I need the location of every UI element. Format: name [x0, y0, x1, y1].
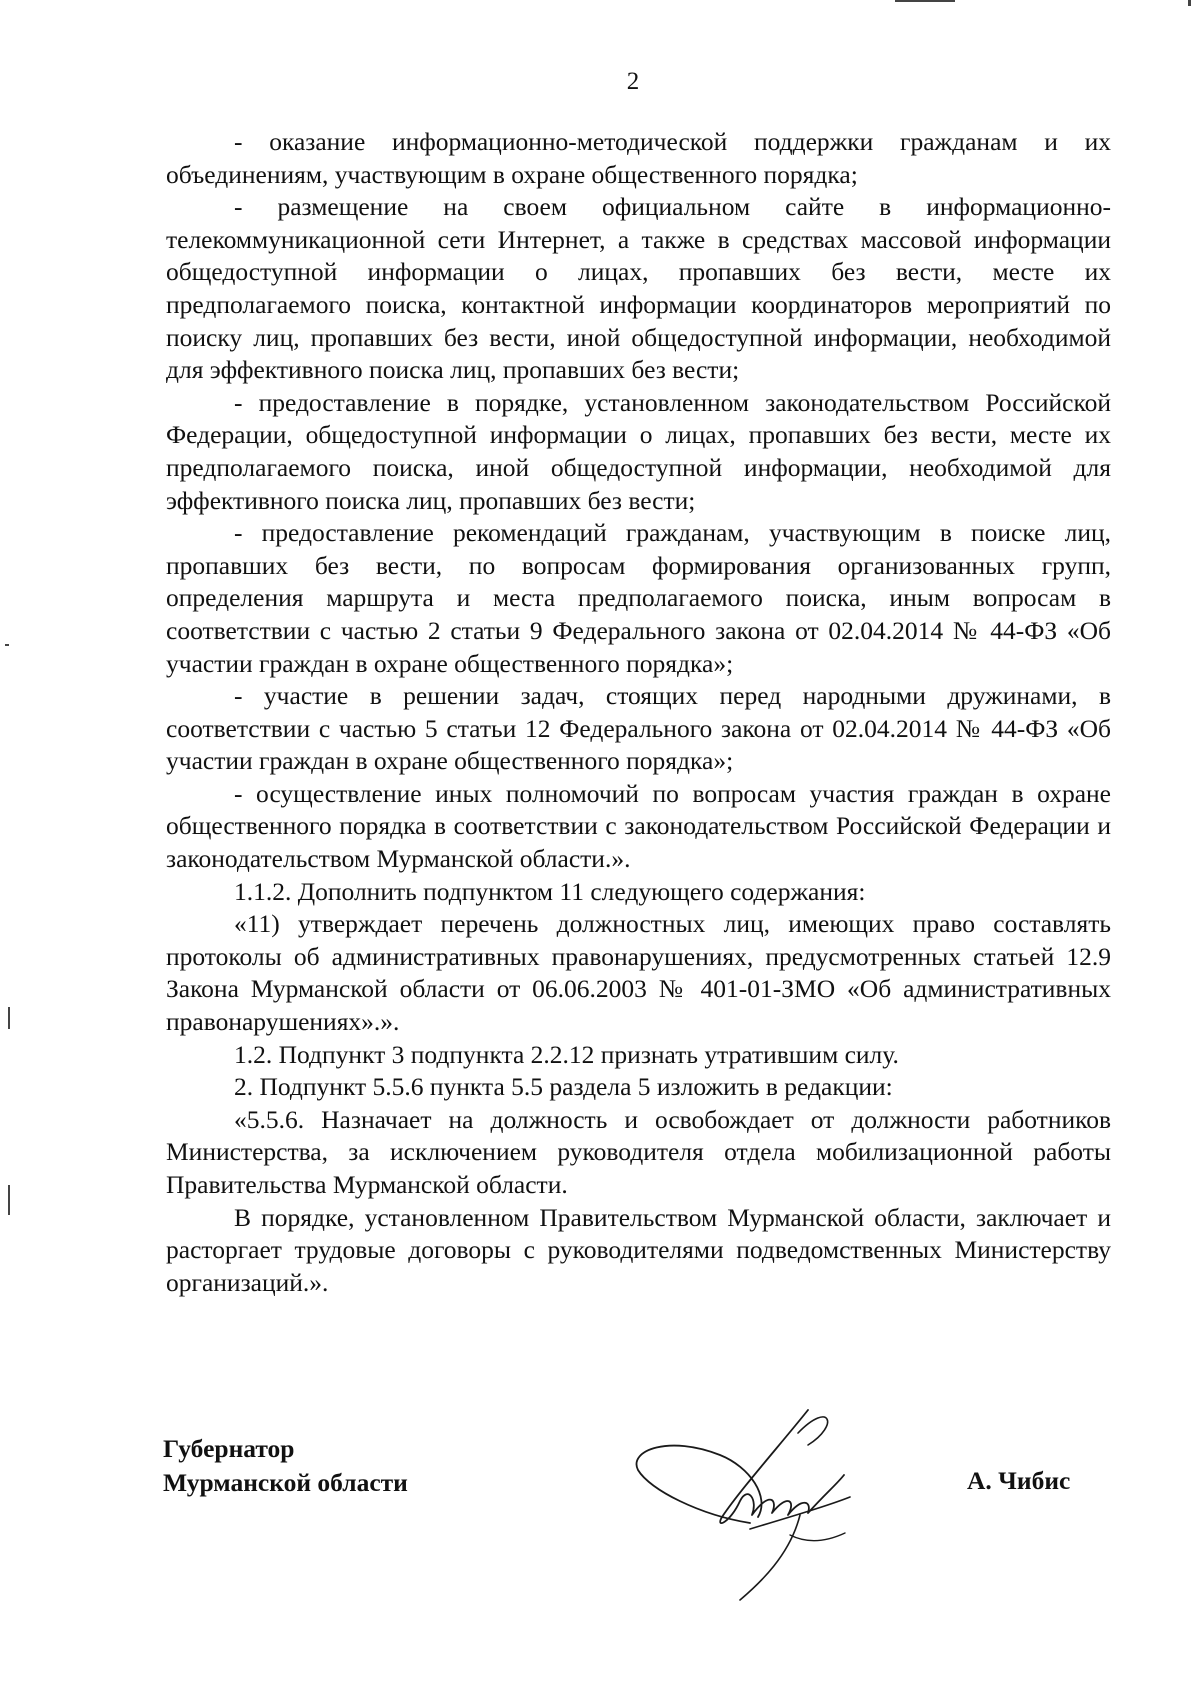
scan-edge-mark [1188, 0, 1191, 6]
scan-edge-mark [895, 0, 955, 2]
paragraph-website-publication: - размещение на своем официальном сайте в информационно-телекоммуникационной сети Интернет, а также в средствах массовой информации общедоступной информации о лицах, пропавших без вести, месте их предполагаемого поиска, контактной информации координаторов мероприятий по поиску лиц, пропавших без вести, иной общедоступной информации, необходимой для эффективного поиска лиц, пропавших без вести; [166, 192, 1111, 385]
page-number: 2 [626, 68, 640, 95]
paragraph-volunteer-squads: - участие в решении задач, стоящих перед народными дружинами, в соответствии с частью 5 статьи 12 Федерального закона от 02.04.2014 № 44-ФЗ «Об участии граждан в охране общественного порядка»; [166, 681, 1111, 776]
paragraph-1-1-2: 1.1.2. Дополнить подпунктом 11 следующего содержания: [234, 876, 866, 906]
paragraph-labor-contracts: В порядке, установленном Правительством Мурманской области, заключает и расторгает трудовые договоры с руководителями подведомственных Министерству организаций.». [166, 1202, 1111, 1297]
paragraph-recommendations: - предоставление рекомендаций гражданам, участвующим в поиске лиц, пропавших без вести, по вопросам формирования организованных групп, определения маршрута и места предполагаемого поиска, иным вопросам в соответствии с частью 2 статьи 9 Федерального закона от 02.04.2014 № 44-ФЗ «Об участии граждан в охране общественного порядка»; [166, 518, 1111, 678]
paragraph-info-provision: - предоставление в порядке, установленном законодательством Российской Федерации, общедоступной информации о лицах, пропавших без вести, месте их предполагаемого поиска, иной общедоступной информации, необходимой для эффективного поиска лиц, пропавших без вести; [166, 387, 1111, 515]
scan-edge-mark [8, 1185, 10, 1215]
document-body [166, 126, 1111, 1299]
paragraph-subitem-11: «11) утверждает перечень должностных лиц, имеющих право составлять протоколы об административных правонарушениях, предусмотренных статьей 12.9 Закона Мурманской области от 06.06.2003 № 401-01-ЗМО «Об административных правонарушениях».». [166, 909, 1111, 1037]
signatory-region: Мурманской области [163, 1468, 408, 1497]
paragraph-1-2: 1.2. Подпункт 3 подпункта 2.2.12 признать утратившим силу. [234, 1039, 899, 1069]
signatory-position [163, 1432, 408, 1500]
scan-edge-mark [8, 1007, 10, 1029]
signatory-title: Губернатор [163, 1434, 295, 1463]
paragraph-info-support: - оказание информационно-методической поддержки гражданам и их объединениям, участвующим в охране общественного порядка; [166, 127, 1111, 189]
handwritten-signature [630, 1405, 900, 1605]
paragraph-other-powers: - осуществление иных полномочий по вопросам участия граждан в охране общественного порядка в соответствии с законодательством Российской Федерации и законодательством Мурманской области.». [166, 778, 1111, 874]
scan-edge-mark [5, 644, 9, 646]
signatory-name: А. Чибис [967, 1466, 1071, 1495]
paragraph-2: 2. Подпункт 5.5.6 пункта 5.5 раздела 5 изложить в редакции: [234, 1072, 893, 1102]
paragraph-5-5-6: «5.5.6. Назначает на должность и освобождает от должности работников Министерства, за исключением руководителя отдела мобилизационной работы Правительства Мурманской области. [166, 1104, 1111, 1199]
